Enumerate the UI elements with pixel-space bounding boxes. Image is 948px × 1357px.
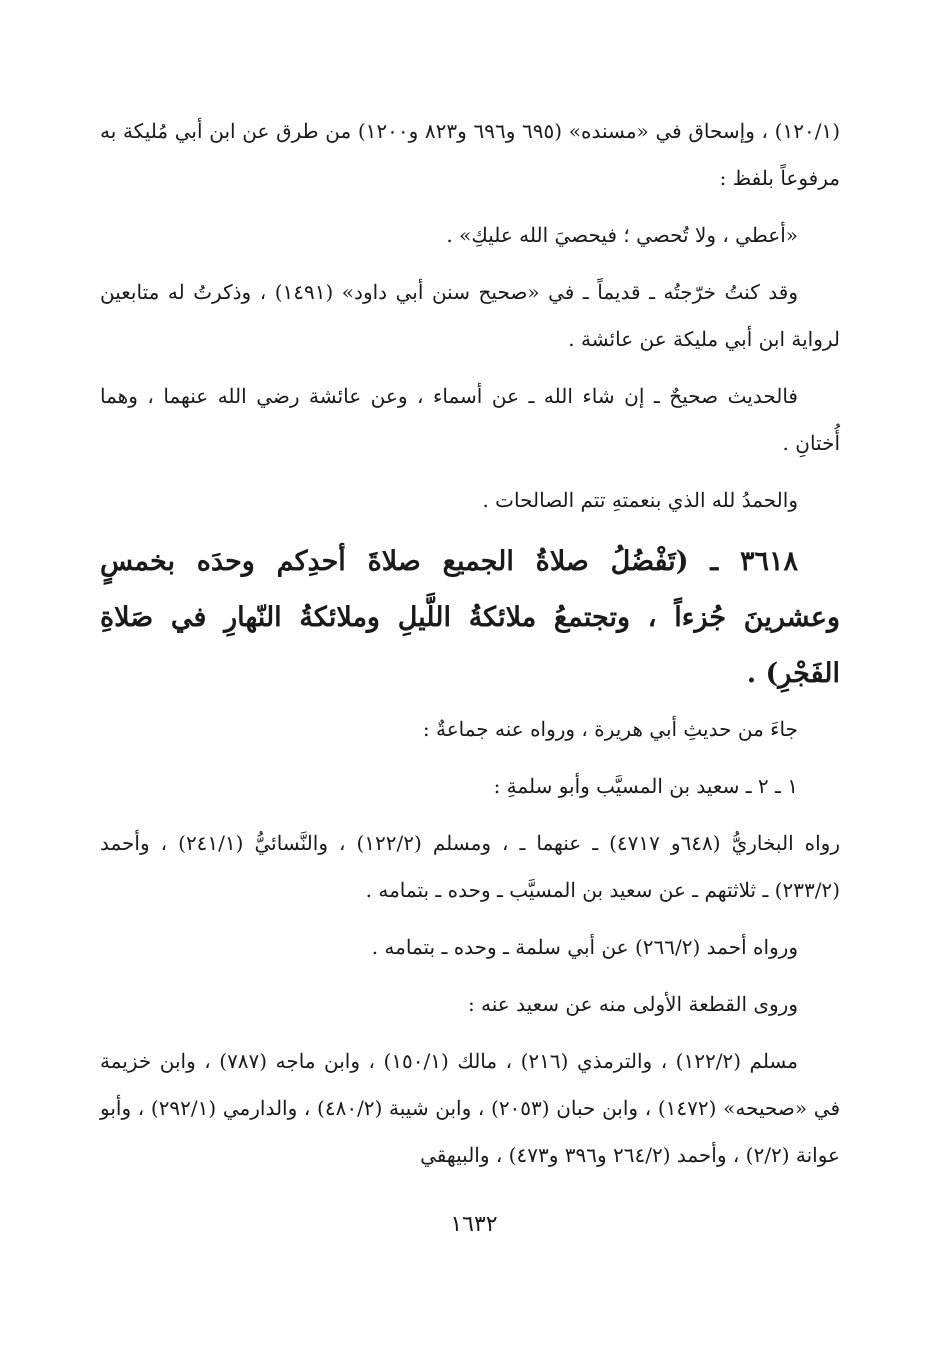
paragraph: مسلم (١٢٢/٢) ، والترمذي (٢١٦) ، مالك (١٥٠/١) ، وابن ماجه (٧٨٧) ، وابن خزيمة في «صحيحه» (١٤٧٢) ، وابن حبان (٢٠٥٣) ، وابن شيبة (٤٨٠/٢) ، والدارمي (٢٩٢/١) ، وأبو عوانة (٢/٢) ، وأحمد (٢٦٤/٢ و٣٩٦ و٤٧٣) ، والبيهقي xyxy=(100,1049,841,1167)
paragraph: رواه البخاريُّ (٦٤٨و ٤٧١٧) ـ عنهما ـ ، ومسلم (١٢٢/٢) ، والنَّسائيُّ (٢٤١/١) ، وأحمد (٢٣٣/٢) ـ ثلاثتهم ـ عن سعيد بن المسيَّب ـ وحده ـ بتمامه . xyxy=(100,831,840,902)
paragraph: (١٢٠/١) ، وإسحاق في «مسنده» (٦٩٥ و٦٩٦ و٨٢٣ و١٢٠٠) من طرق عن ابن أبي مُليكة به مرفوعاً بلفظ : xyxy=(100,119,840,190)
paragraph: فالحديث صحيحٌ ـ إن شاء الله ـ عن أسماء ، وعن عائشة رضي الله عنهما ، وهما أُختانِ . xyxy=(100,384,840,455)
paragraph: جاءَ من حديثِ أبي هريرة ، ورواه عنه جماعةٌ : xyxy=(422,717,798,741)
page-content xyxy=(100,108,840,1189)
paragraph: والحمدُ لله الذي بنعمتهِ تتم الصالحات . xyxy=(482,488,798,512)
paragraph: وقد كنتُ خرّجتُه ـ قديماً ـ في «صحيح سنن أبي داود» (١٤٩١) ، وذكرتُ له متابعين لرواية ابن أبي مليكة عن عائشة . xyxy=(100,280,840,351)
page-number: ١٦٣٢ xyxy=(450,1212,498,1237)
paragraph: ١ ـ ٢ ـ سعيد بن المسيَّب وأبو سلمةِ : xyxy=(493,774,798,798)
paragraph: ورواه أحمد (٢٦٦/٢) عن أبي سلمة ـ وحده ـ بتمامه . xyxy=(371,935,798,959)
paragraph: «أعطي ، ولا تُحصي ؛ فيحصيَ الله عليكِ» . xyxy=(446,223,798,247)
hadith-title: ٣٦١٨ ـ (تَفْضُلُ صلاةُ الجميع صلاةَ أحدِكم وحدَه بخمسٍ وعشرينَ جُزءاً ، وتجتمعُ ملائكةُ اللَّيلِ وملائكةُ النّهارِ في صَلاةِ الفَجْرِ) . xyxy=(100,546,840,689)
paragraph: وروى القطعة الأولى منه عن سعيد عنه : xyxy=(467,992,798,1016)
